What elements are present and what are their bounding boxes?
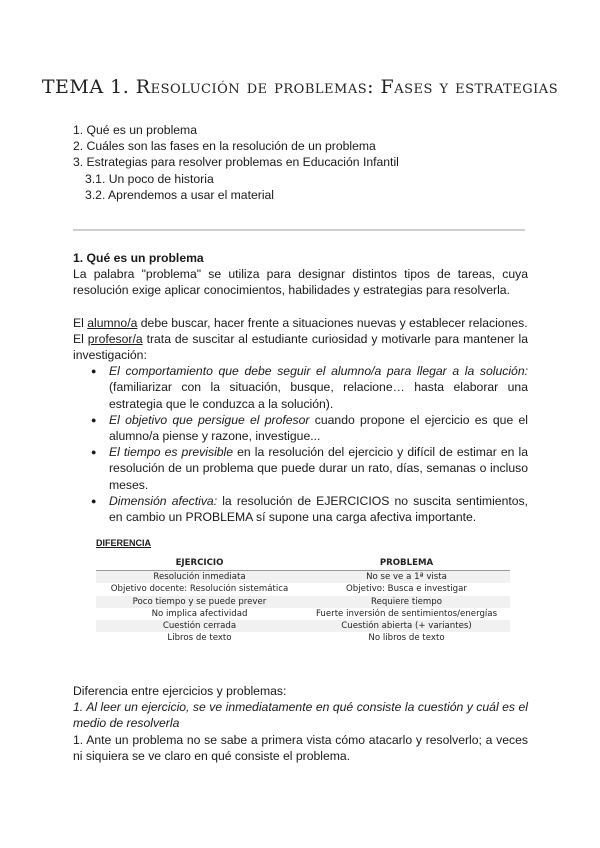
table-row [96, 583, 510, 595]
toc-item: 1. Qué es un problema [73, 123, 197, 137]
table-of-contents [73, 122, 399, 203]
table-cell: No libros de texto [303, 632, 510, 644]
bullet-item: ● El tiempo es previsible en la resolución del ejercicio y difícil de estimar en la resolución de un problema que puede durar un rato, días, semanas o incluso meses. [109, 444, 528, 493]
alumno-paragraph: El alumno/a debe buscar, hacer frente a situaciones nuevas y establecer relaciones. [73, 315, 528, 330]
table-cell: No se ve a 1ª vista [303, 571, 510, 584]
toc-item: 3. Estrategias para resolver problemas en Educación Infantil [73, 155, 399, 170]
table-cell: Objetivo docente: Resolución sistemática [96, 583, 303, 595]
differences-section [73, 683, 528, 764]
profesor-paragraph: El profesor/a trata de suscitar al estudiante curiosidad y motivarle para mantener la investigación: [73, 331, 528, 363]
table-row [96, 620, 510, 632]
column-header: PROBLEMA [303, 556, 510, 571]
toc-subitem: 3.2. Aprendemos a usar el material [85, 187, 275, 202]
bullet-item: ● Dimensión afectiva: la resolución de EJERCICIOS no suscita sentimientos, en cambio un PROBLEMA sí supone una carga afectiva importante. [109, 493, 528, 525]
difference-table [96, 556, 510, 644]
table-cell: Libros de texto [96, 632, 303, 644]
alumno-underlined: alumno/a [87, 315, 138, 330]
table-row [96, 571, 510, 584]
toc-item: 2. Cuáles son las fases en la resolución de un problema [73, 139, 376, 154]
table-cell: Fuerte inversión de sentimientos/energías [303, 608, 510, 620]
section-heading: 1. Qué es un problema [73, 251, 204, 265]
intro-paragraph: La palabra "problema" se utiliza para designar distintos tipos de tareas, cuya resolución exige aplicar conocimientos, habilidades y estrategias para resolverla. [73, 267, 528, 298]
table-row [96, 596, 510, 608]
diferencia-label: DIFERENCIA [96, 538, 152, 548]
problem-item: 1. Ante un problema no se sabe a primera vista cómo atacarlo y resolverlo; a veces ni siquiera se ve claro en qué consiste el problema. [73, 732, 528, 763]
differences-intro: Diferencia entre ejercicios y problemas: [73, 684, 287, 698]
toc-subitem: 3.1. Un poco de historia [85, 171, 214, 186]
profesor-underlined: profesor/a [87, 331, 143, 346]
table-row [96, 608, 510, 620]
table-cell: Requiere tiempo [303, 596, 510, 608]
table-cell: Cuestión cerrada [96, 620, 303, 632]
table-cell: No implica afectividad [96, 608, 303, 620]
table-cell: Cuestión abierta (+ variantes) [303, 620, 510, 632]
bullet-item: ● El objetivo que persigue el profesor cuando propone el ejercicio es que el alumno/a piense y razone, investigue... [109, 412, 528, 444]
page-title: TEMA 1. Resolución de problemas: Fases y estrategias [41, 76, 559, 98]
column-header: EJERCICIO [96, 556, 303, 571]
section-1 [73, 250, 528, 525]
bullet-item: ● El comportamiento que debe seguir el alumno/a para llegar a la solución: (familiarizar con la situación, busque, relacione… hasta elaborar una estrategia que le conduzca a la solución). [109, 363, 528, 412]
table-cell: Resolución inmediata [96, 571, 303, 584]
table-row [96, 632, 510, 644]
bullet-list [73, 363, 528, 525]
horizontal-divider [73, 229, 525, 231]
table-cell: Objetivo: Busca e investigar [303, 583, 510, 595]
exercise-item: 1. Al leer un ejercicio, se ve inmediatamente en qué consiste la cuestión y cuál es el medio de resolverla [73, 700, 528, 731]
table-cell: Poco tiempo y se puede prever [96, 596, 303, 608]
